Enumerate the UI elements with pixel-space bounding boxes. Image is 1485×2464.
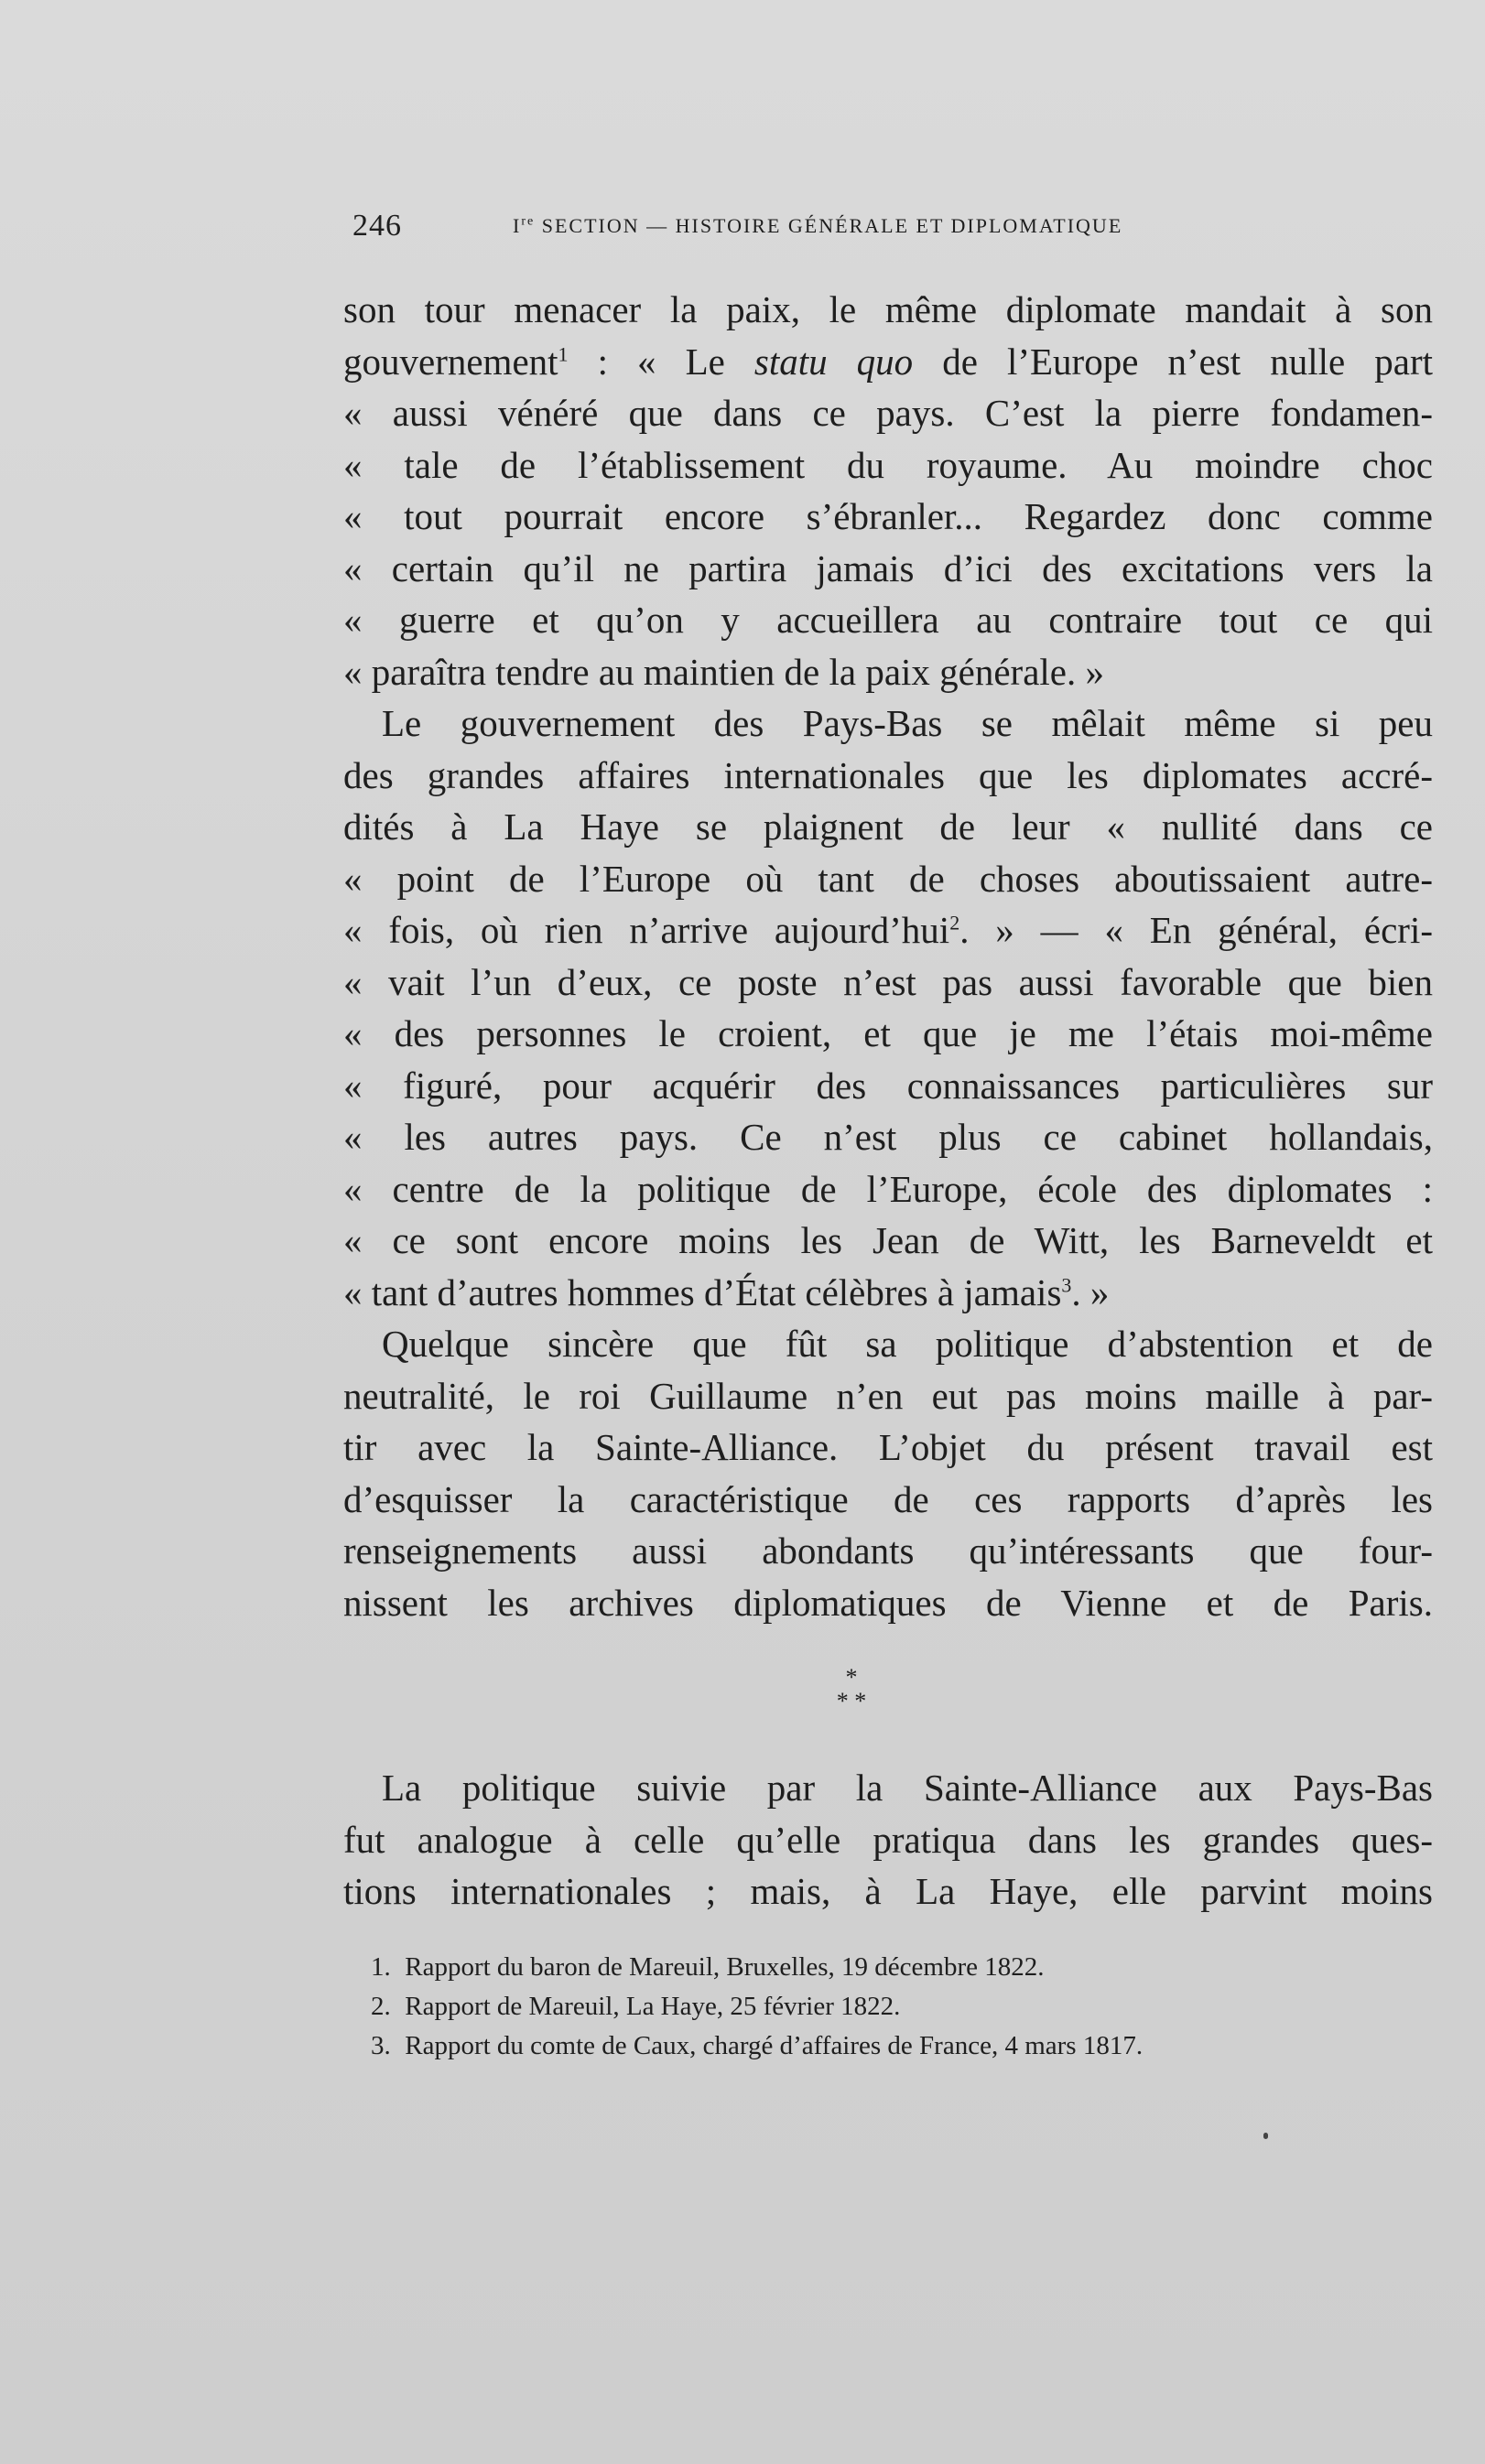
text-line: La politique suivie par la Sainte-Alliance aux Pays-Bas <box>382 1767 1433 1809</box>
text-line-segment: . » — « En général, écri- <box>959 909 1433 951</box>
section-title: SECTION — HISTOIRE GÉNÉRALE ET DIPLOMATIQUE <box>535 214 1123 237</box>
text-line: fut analogue à celle qu’elle pratiqua dans les grandes ques- <box>343 1818 1433 1861</box>
footnote-ref: 1 <box>558 341 569 365</box>
text-line: « paraîtra tendre au maintien de la paix générale. » <box>343 650 1104 693</box>
text-line: « les autres pays. Ce n’est plus ce cabinet hollandais, <box>343 1116 1433 1158</box>
text-line-segment: de l’Europe n’est nulle part <box>913 340 1433 383</box>
footnote-number: 1. <box>371 1952 391 1982</box>
footnote-text: Rapport du comte de Caux, chargé d’affaires de France, 4 mars 1817. <box>405 2031 1144 2060</box>
text-line-segment: : « Le <box>568 340 754 383</box>
text-line: « point de l’Europe où tant de choses aboutissaient autre- <box>343 857 1433 900</box>
second-section-text <box>343 1762 1433 1918</box>
text-line: « vait l’un d’eux, ce poste n’est pas aussi favorable que bien <box>343 960 1433 1003</box>
main-text <box>343 284 1433 1628</box>
text-line-segment: . » <box>1071 1270 1110 1313</box>
text-line: des grandes affaires internationales que les diplomates accré- <box>343 753 1433 796</box>
text-line <box>343 1267 1433 1319</box>
text-line: dités à La Haye se plaignent de leur « nullité dans ce <box>343 805 1433 848</box>
text-line-segment: gouvernement <box>343 340 558 383</box>
footnote <box>371 1987 1405 2026</box>
text-line: « figuré, pour acquérir des connaissances particulières sur <box>343 1064 1433 1107</box>
text-line: renseignements aussi abondants qu’intéressants que four- <box>343 1529 1433 1572</box>
text-line: « guerre et qu’on y accueillera au contraire tout ce qui <box>343 599 1433 641</box>
text-line: Quelque sincère que fût sa politique d’abstention et de <box>382 1323 1433 1365</box>
text-line: tir avec la Sainte-Alliance. L’objet du présent travail est <box>343 1426 1433 1468</box>
footnotes <box>371 1948 1405 2066</box>
text-line: « certain qu’il ne partira jamais d’ici des excitations vers la <box>343 546 1433 589</box>
text-line: d’esquisser la caractéristique de ces rapports d’après les <box>343 1477 1433 1520</box>
text-line: son tour menacer la paix, le même diplomate mandait à son <box>343 288 1433 330</box>
asterism-top: * <box>845 1664 858 1691</box>
footnote-number: 3. <box>371 2031 391 2060</box>
text-line <box>343 336 1433 388</box>
text-line: « ce sont encore moins les Jean de Witt, les Barneveldt et <box>343 1219 1433 1261</box>
text-line: « tale de l’établissement du royaume. Au moindre choc <box>343 443 1433 486</box>
footnote-text: Rapport du baron de Mareuil, Bruxelles, 19 décembre 1822. <box>405 1952 1045 1982</box>
text-line: « aussi vénéré que dans ce pays. C’est la pierre fondamen- <box>343 392 1433 434</box>
footnote <box>371 1948 1405 1987</box>
ink-speck <box>1263 2133 1268 2139</box>
section-ordinal-sup: re <box>521 214 536 229</box>
text-line: neutralité, le roi Guillaume n’en eut pas moins maille à par- <box>343 1374 1433 1417</box>
page-number: 246 <box>352 209 402 243</box>
text-line: « centre de la politique de l’Europe, école des diplomates : <box>343 1167 1433 1210</box>
text-line: tions internationales ; mais, à La Haye, elle parvint moins <box>343 1870 1433 1912</box>
text-line-segment: « fois, où rien n’arrive aujourd’hui <box>343 909 950 951</box>
text-line: « tout pourrait encore s’ébranler... Regardez donc comme <box>343 495 1433 537</box>
text-line: « des personnes le croient, et que je me l’étais moi-même <box>343 1012 1433 1054</box>
footnote-ref: 2 <box>949 911 960 935</box>
footnote-text: Rapport de Mareuil, La Haye, 25 février 1822. <box>405 1992 901 2021</box>
running-header <box>352 209 1277 254</box>
running-title <box>513 214 1122 238</box>
text-line: Le gouvernement des Pays-Bas se mêlait même si peu <box>382 702 1433 744</box>
asterism-divider <box>797 1666 906 1713</box>
text-line <box>343 904 1433 956</box>
footnote-number: 2. <box>371 1992 391 2021</box>
text-line-segment: « tant d’autres hommes d’État célèbres à jamais <box>343 1270 1062 1313</box>
footnote <box>371 2026 1405 2066</box>
asterism-bottom: * * <box>836 1688 867 1714</box>
footnote-ref: 3 <box>1061 1272 1072 1296</box>
italic-phrase: statu quo <box>753 340 914 383</box>
text-line: nissent les archives diplomatiques de Vienne et de Paris. <box>343 1581 1433 1624</box>
section-ordinal: I <box>513 214 522 237</box>
